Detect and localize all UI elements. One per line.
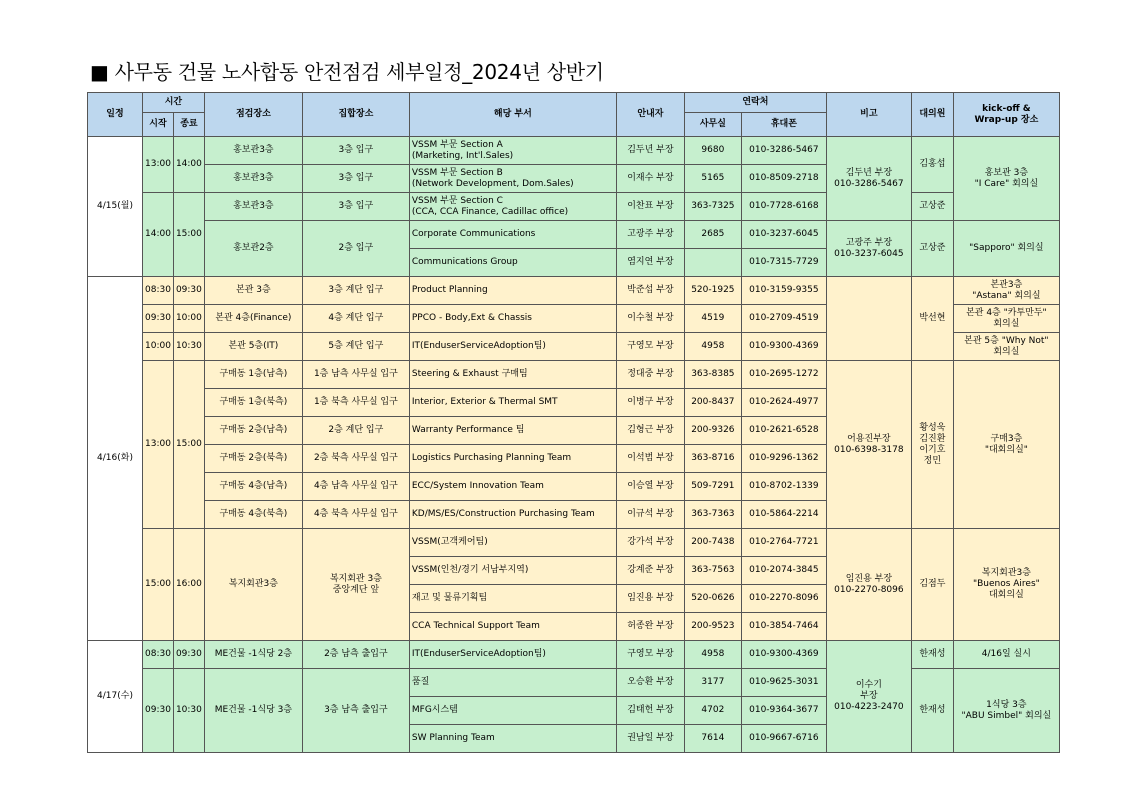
department: Logistics Purchasing Planning Team	[409, 445, 616, 473]
inspection-place: 홍보관2층	[204, 221, 302, 277]
department: ECC/System Innovation Team	[409, 473, 616, 501]
meeting-place: 3층 입구	[302, 165, 409, 193]
table-row	[88, 361, 1060, 389]
end-time: 09:30	[173, 277, 204, 305]
meeting-place: 4층 남측 사무실 입구	[302, 473, 409, 501]
meeting-place: 복지회관 3층 중앙계단 앞	[302, 529, 409, 641]
inspection-place: 홍보관3층	[204, 165, 302, 193]
header-mobile: 휴대폰	[741, 113, 826, 137]
mobile-phone: 010-8509-2718	[741, 165, 826, 193]
office-phone: 200-9326	[684, 417, 741, 445]
guide: 이찬표 부장	[616, 193, 684, 221]
department: VSSM 부문 Section C (CCA, CCA Finance, Cadillac office)	[409, 193, 616, 221]
meeting-place: 2층 계단 입구	[302, 417, 409, 445]
header-start: 시작	[143, 113, 174, 137]
inspection-place: 본관 4층(Finance)	[204, 305, 302, 333]
header-department: 해당 부서	[409, 93, 616, 137]
office-phone: 5165	[684, 165, 741, 193]
office-phone: 363-7325	[684, 193, 741, 221]
office-phone: 520-0626	[684, 585, 741, 613]
department: Corporate Communications	[409, 221, 616, 249]
table-row	[88, 669, 1060, 697]
inspection-place: 본관 3층	[204, 277, 302, 305]
office-phone: 4958	[684, 641, 741, 669]
department: CCA Technical Support Team	[409, 613, 616, 641]
kickoff-place: 본관3층 "Astana" 회의실	[953, 277, 1059, 305]
end-time: 15:00	[173, 193, 204, 277]
mobile-phone: 010-9300-4369	[741, 333, 826, 361]
end-time: 14:00	[173, 137, 204, 193]
table-row	[88, 641, 1060, 669]
note: 고광주 부장 010-3237-6045	[826, 221, 911, 277]
page-title: ■ 사무동 건물 노사합동 안전점검 세부일정_2024년 상반기	[90, 60, 604, 84]
header-guide: 안내자	[616, 93, 684, 137]
date-cell: 4/17(수)	[88, 641, 143, 753]
mobile-phone: 010-2074-3845	[741, 557, 826, 585]
office-phone: 9680	[684, 137, 741, 165]
note: 어용진부장 010-6398-3178	[826, 361, 911, 529]
guide: 권남일 부장	[616, 725, 684, 753]
guide: 김두년 부장	[616, 137, 684, 165]
office-phone: 363-7563	[684, 557, 741, 585]
meeting-place: 3층 입구	[302, 137, 409, 165]
guide: 고광주 부장	[616, 221, 684, 249]
note: 이수기 부장 010-4223-2470	[826, 641, 911, 753]
kickoff-place: "Sapporo" 회의실	[953, 221, 1059, 277]
meeting-place: 2층 입구	[302, 221, 409, 277]
department: MFG시스템	[409, 697, 616, 725]
header-end: 종료	[173, 113, 204, 137]
mobile-phone: 010-9667-6716	[741, 725, 826, 753]
start-time: 08:30	[143, 277, 174, 305]
header-date: 일정	[88, 93, 143, 137]
representative: 고상준	[911, 193, 953, 221]
office-phone: 509-7291	[684, 473, 741, 501]
start-time: 09:30	[143, 669, 174, 753]
inspection-place: 복지회관3층	[204, 529, 302, 641]
schedule-table	[87, 92, 1060, 753]
table-row	[88, 193, 1060, 221]
representative: 황성욱 김진환 이기호 정민	[911, 361, 953, 529]
header-time: 시간	[143, 93, 205, 113]
representative: 한재성	[911, 641, 953, 669]
end-time: 16:00	[173, 529, 204, 641]
note: 임진용 부장 010-2270-8096	[826, 529, 911, 641]
mobile-phone: 010-7315-7729	[741, 249, 826, 277]
start-time: 13:00	[143, 137, 174, 193]
table-row	[88, 221, 1060, 249]
start-time: 14:00	[143, 193, 174, 277]
mobile-phone: 010-2709-4519	[741, 305, 826, 333]
start-time: 15:00	[143, 529, 174, 641]
table-row	[88, 277, 1060, 305]
meeting-place: 2층 북측 사무실 입구	[302, 445, 409, 473]
meeting-place: 4층 북측 사무실 입구	[302, 501, 409, 529]
department: VSSM(고객케어팀)	[409, 529, 616, 557]
inspection-place: 구매동 1층(북측)	[204, 389, 302, 417]
representative: 김점두	[911, 529, 953, 641]
office-phone: 363-8716	[684, 445, 741, 473]
inspection-place: 구매동 4층(남측)	[204, 473, 302, 501]
mobile-phone: 010-2270-8096	[741, 585, 826, 613]
department: KD/MS/ES/Construction Purchasing Team	[409, 501, 616, 529]
date-cell: 4/15(월)	[88, 137, 143, 277]
guide: 김태헌 부장	[616, 697, 684, 725]
representative: 고상준	[911, 221, 953, 277]
meeting-place: 1층 남측 사무실 입구	[302, 361, 409, 389]
mobile-phone: 010-2621-6528	[741, 417, 826, 445]
inspection-place: 구매동 2층(북측)	[204, 445, 302, 473]
table-row	[88, 529, 1060, 557]
guide: 염지연 부장	[616, 249, 684, 277]
representative: 박선현	[911, 277, 953, 361]
office-phone: 3177	[684, 669, 741, 697]
department: IT(EnduserServiceAdoption팀)	[409, 641, 616, 669]
department: Warranty Performance 팀	[409, 417, 616, 445]
inspection-place: 본관 5층(IT)	[204, 333, 302, 361]
office-phone: 363-8385	[684, 361, 741, 389]
office-phone: 363-7363	[684, 501, 741, 529]
end-time: 10:00	[173, 305, 204, 333]
kickoff-place: 1식당 3층 "ABU Simbel" 회의실	[953, 669, 1059, 753]
guide: 김형근 부장	[616, 417, 684, 445]
mobile-phone: 010-2624-4977	[741, 389, 826, 417]
guide: 임진용 부장	[616, 585, 684, 613]
office-phone: 2685	[684, 221, 741, 249]
kickoff-place: 본관 4층 "카투만두" 회의실	[953, 305, 1059, 333]
end-time: 10:30	[173, 333, 204, 361]
department: 품질	[409, 669, 616, 697]
representative: 한재성	[911, 669, 953, 753]
guide: 이승열 부장	[616, 473, 684, 501]
meeting-place: 3층 계단 입구	[302, 277, 409, 305]
note: 김두년 부장 010-3286-5467	[826, 137, 911, 221]
mobile-phone: 010-9296-1362	[741, 445, 826, 473]
office-phone: 200-9523	[684, 613, 741, 641]
kickoff-place: 홍보관 3층 "I Care" 회의실	[953, 137, 1059, 221]
header-office: 사무실	[684, 113, 741, 137]
office-phone: 200-8437	[684, 389, 741, 417]
end-time: 09:30	[173, 641, 204, 669]
mobile-phone: 010-5864-2214	[741, 501, 826, 529]
kickoff-place: 복지회관3층 "Buenos Aires" 대회의실	[953, 529, 1059, 641]
office-phone	[684, 249, 741, 277]
header-representative: 대의원	[911, 93, 953, 137]
mobile-phone: 010-8702-1339	[741, 473, 826, 501]
department: Product Planning	[409, 277, 616, 305]
start-time: 09:30	[143, 305, 174, 333]
department: Interior, Exterior & Thermal SMT	[409, 389, 616, 417]
guide: 구영모 부장	[616, 333, 684, 361]
mobile-phone: 010-3286-5467	[741, 137, 826, 165]
start-time: 10:00	[143, 333, 174, 361]
start-time: 13:00	[143, 361, 174, 529]
mobile-phone: 010-3159-9355	[741, 277, 826, 305]
mobile-phone: 010-3854-7464	[741, 613, 826, 641]
kickoff-place: 4/16일 실시	[953, 641, 1059, 669]
start-time: 08:30	[143, 641, 174, 669]
guide: 강가석 부장	[616, 529, 684, 557]
department: SW Planning Team	[409, 725, 616, 753]
meeting-place: 2층 남측 출입구	[302, 641, 409, 669]
inspection-place: 홍보관3층	[204, 193, 302, 221]
guide: 박준섭 부장	[616, 277, 684, 305]
office-phone: 4519	[684, 305, 741, 333]
meeting-place: 4층 계단 입구	[302, 305, 409, 333]
guide: 오승환 부장	[616, 669, 684, 697]
mobile-phone: 010-3237-6045	[741, 221, 826, 249]
mobile-phone: 010-9364-3677	[741, 697, 826, 725]
guide: 이재수 부장	[616, 165, 684, 193]
end-time: 15:00	[173, 361, 204, 529]
guide: 허종완 부장	[616, 613, 684, 641]
kickoff-place: 본관 5층 "Why Not" 회의실	[953, 333, 1059, 361]
date-cell: 4/16(화)	[88, 277, 143, 641]
header-contact: 연락처	[684, 93, 826, 113]
department: Communications Group	[409, 249, 616, 277]
department: VSSM 부문 Section A (Marketing, Int'l.Sales)	[409, 137, 616, 165]
inspection-place: ME건물 -1식당 2층	[204, 641, 302, 669]
meeting-place: 5층 계단 입구	[302, 333, 409, 361]
office-phone: 4702	[684, 697, 741, 725]
meeting-place: 3층 입구	[302, 193, 409, 221]
department: IT(EnduserServiceAdoption팀)	[409, 333, 616, 361]
table-row	[88, 137, 1060, 165]
office-phone: 200-7438	[684, 529, 741, 557]
note	[826, 277, 911, 361]
kickoff-place: 구매3층 "대회의실"	[953, 361, 1059, 529]
department: 재고 및 물류기획팀	[409, 585, 616, 613]
mobile-phone: 010-2764-7721	[741, 529, 826, 557]
guide: 이석범 부장	[616, 445, 684, 473]
guide: 구영모 부장	[616, 641, 684, 669]
office-phone: 7614	[684, 725, 741, 753]
mobile-phone: 010-9625-3031	[741, 669, 826, 697]
department: VSSM(인천/경기 서남부지역)	[409, 557, 616, 585]
end-time: 10:30	[173, 669, 204, 753]
header-meeting-place: 집합장소	[302, 93, 409, 137]
header-inspection-place: 점검장소	[204, 93, 302, 137]
department: VSSM 부문 Section B (Network Development, Dom.Sales)	[409, 165, 616, 193]
meeting-place: 3층 남측 출입구	[302, 669, 409, 753]
office-phone: 520-1925	[684, 277, 741, 305]
office-phone: 4958	[684, 333, 741, 361]
inspection-place: 구매동 1층(남측)	[204, 361, 302, 389]
guide: 강계준 부장	[616, 557, 684, 585]
inspection-place: 홍보관3층	[204, 137, 302, 165]
inspection-place: 구매동 4층(북측)	[204, 501, 302, 529]
mobile-phone: 010-2695-1272	[741, 361, 826, 389]
guide: 정대중 부장	[616, 361, 684, 389]
mobile-phone: 010-9300-4369	[741, 641, 826, 669]
inspection-place: 구매동 2층(남측)	[204, 417, 302, 445]
representative: 김홍섭	[911, 137, 953, 193]
mobile-phone: 010-7728-6168	[741, 193, 826, 221]
meeting-place: 1층 북측 사무실 입구	[302, 389, 409, 417]
guide: 이병구 부장	[616, 389, 684, 417]
guide: 이규석 부장	[616, 501, 684, 529]
department: Steering & Exhaust 구매팀	[409, 361, 616, 389]
header-note: 비고	[826, 93, 911, 137]
guide: 이수철 부장	[616, 305, 684, 333]
header-kickoff: kick-off & Wrap-up 장소	[953, 93, 1059, 137]
department: PPCO - Body,Ext & Chassis	[409, 305, 616, 333]
inspection-place: ME건물 -1식당 3층	[204, 669, 302, 753]
